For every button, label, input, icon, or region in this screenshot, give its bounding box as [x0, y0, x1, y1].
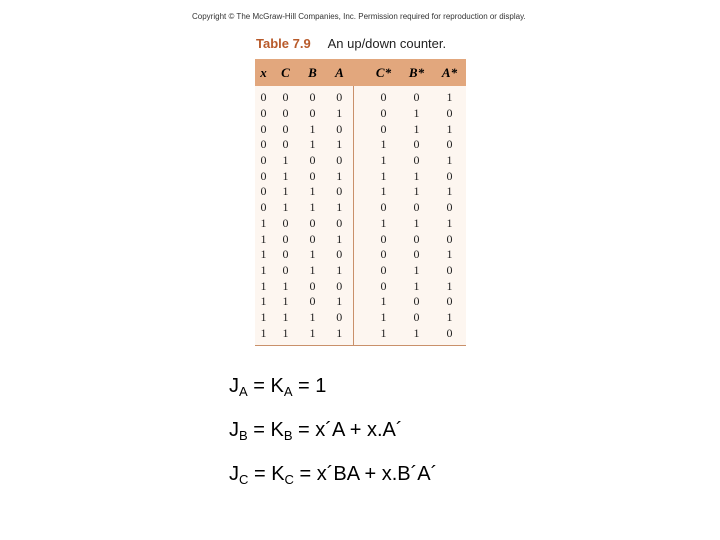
table-cell: 1: [272, 168, 299, 184]
table-cell: 1: [367, 325, 400, 345]
table-row: [255, 325, 466, 345]
equation-k-subscript: B: [283, 428, 293, 443]
table-cell: 1: [400, 216, 433, 232]
table-cell: 0: [272, 86, 299, 106]
equation-j-subscript: A: [239, 384, 248, 399]
table-cell: 1: [299, 137, 326, 153]
table-cell: 0: [299, 216, 326, 232]
table-cell: 1: [272, 184, 299, 200]
column-gap: [353, 200, 367, 216]
table-cell: 1: [326, 294, 353, 310]
table-row: [255, 278, 466, 294]
equation-j-subscript: B: [239, 428, 248, 443]
table-cell: 1: [299, 325, 326, 345]
table-row: [255, 200, 466, 216]
table-row: [255, 86, 466, 106]
table-cell: 1: [299, 247, 326, 263]
table-cell: 0: [272, 121, 299, 137]
table-cell: 1: [299, 310, 326, 326]
table-cell: 0: [326, 216, 353, 232]
table-cell: 1: [326, 137, 353, 153]
header-b-next: B*: [400, 59, 433, 86]
table-cell: 0: [433, 106, 466, 122]
table-cell: 1: [367, 184, 400, 200]
table-cell: 0: [367, 121, 400, 137]
table-cell: 0: [400, 294, 433, 310]
table-cell: 1: [299, 184, 326, 200]
table-cell: 1: [255, 325, 272, 345]
equation-rhs: = x´BA + x.B´A´: [293, 463, 438, 485]
table-cell: 0: [272, 216, 299, 232]
table-cell: 0: [255, 184, 272, 200]
table-row: [255, 263, 466, 279]
table-cell: 1: [367, 216, 400, 232]
table-cell: 0: [255, 200, 272, 216]
table-cell: 1: [367, 137, 400, 153]
table-cell: 1: [400, 278, 433, 294]
header-c: C: [272, 59, 299, 86]
column-gap: [353, 231, 367, 247]
table-cell: 0: [400, 200, 433, 216]
table-row: [255, 121, 466, 137]
header-x: x: [255, 59, 272, 86]
table-cell: 0: [299, 294, 326, 310]
column-gap: [353, 137, 367, 153]
table-row: [255, 137, 466, 153]
table-cell: 0: [255, 106, 272, 122]
table-cell: 1: [433, 310, 466, 326]
table-cell: 0: [367, 86, 400, 106]
table-cell: 1: [433, 184, 466, 200]
equation-k: K: [271, 463, 285, 485]
table-cell: 0: [400, 137, 433, 153]
table-cell: 1: [272, 310, 299, 326]
table-cell: 1: [272, 153, 299, 169]
table-cell: 1: [299, 121, 326, 137]
table-cell: 0: [255, 153, 272, 169]
table-cell: 0: [255, 86, 272, 106]
table-cell: 0: [326, 153, 353, 169]
table-cell: 1: [433, 216, 466, 232]
table-header-row: [255, 59, 466, 86]
table-cell: 0: [367, 263, 400, 279]
table-cell: 1: [400, 106, 433, 122]
table-cell: 0: [326, 278, 353, 294]
table-cell: 1: [272, 200, 299, 216]
table-cell: 0: [367, 200, 400, 216]
table-cell: 1: [433, 153, 466, 169]
header-b: B: [299, 59, 326, 86]
table-cell: 0: [433, 200, 466, 216]
table-cell: 1: [326, 200, 353, 216]
table-cell: 0: [367, 247, 400, 263]
table-cell: 1: [433, 121, 466, 137]
column-gap: [353, 263, 367, 279]
table-row: [255, 153, 466, 169]
table-cell: 0: [433, 263, 466, 279]
table-cell: 1: [255, 310, 272, 326]
table-row: [255, 216, 466, 232]
table-row: [255, 247, 466, 263]
table-cell: 0: [326, 121, 353, 137]
column-gap: [353, 325, 367, 345]
table-row: [255, 168, 466, 184]
column-gap: [353, 153, 367, 169]
table-cell: 1: [367, 310, 400, 326]
table-cell: 0: [255, 137, 272, 153]
table-cell: 1: [326, 106, 353, 122]
table-row: [255, 310, 466, 326]
table-cell: 0: [400, 231, 433, 247]
table-cell: 1: [255, 231, 272, 247]
table-cell: 1: [299, 200, 326, 216]
table-cell: 1: [400, 325, 433, 345]
equation-j: J: [229, 375, 239, 397]
table-cell: 0: [272, 231, 299, 247]
table-cell: 0: [299, 86, 326, 106]
equation-k-subscript: A: [283, 384, 293, 399]
table-cell: 1: [255, 294, 272, 310]
table-number: Table 7.9: [256, 36, 311, 51]
table-cell: 1: [326, 263, 353, 279]
table-cell: 0: [433, 325, 466, 345]
table-cell: 0: [272, 137, 299, 153]
table-cell: 1: [400, 121, 433, 137]
header-gap: [353, 59, 367, 86]
table-cell: 0: [433, 168, 466, 184]
table-cell: 1: [433, 247, 466, 263]
table-cell: 0: [400, 247, 433, 263]
table-cell: 1: [272, 294, 299, 310]
column-gap: [353, 121, 367, 137]
table-body: [255, 86, 466, 346]
table-cell: 1: [367, 294, 400, 310]
table-cell: 1: [255, 247, 272, 263]
table-cell: 0: [272, 263, 299, 279]
table-cell: 0: [272, 247, 299, 263]
table-cell: 1: [400, 184, 433, 200]
table-cell: 0: [400, 86, 433, 106]
equation-k: K: [270, 419, 284, 441]
table-cell: 1: [433, 278, 466, 294]
copyright-notice: Copyright © The McGraw-Hill Companies, Inc. Permission required for reproduction or display.: [192, 12, 526, 21]
equation-equals: =: [247, 375, 271, 397]
table-cell: 0: [326, 86, 353, 106]
table-row: [255, 184, 466, 200]
table-cell: 0: [299, 278, 326, 294]
table-cell: 1: [400, 263, 433, 279]
equation-j-subscript: C: [239, 472, 249, 487]
table-cell: 0: [299, 168, 326, 184]
table-cell: 0: [326, 184, 353, 200]
column-gap: [353, 184, 367, 200]
table-cell: 0: [367, 278, 400, 294]
table-cell: 1: [367, 153, 400, 169]
header-a-next: A*: [433, 59, 466, 86]
table-row: [255, 106, 466, 122]
column-gap: [353, 216, 367, 232]
table-cell: 1: [299, 263, 326, 279]
table-cell: 0: [433, 231, 466, 247]
table-cell: 0: [433, 137, 466, 153]
table-cell: 0: [299, 231, 326, 247]
equation-k-subscript: C: [284, 472, 294, 487]
jk-equations: [229, 372, 437, 504]
table-cell: 0: [326, 310, 353, 326]
equation-k: K: [270, 375, 284, 397]
table-cell: 0: [367, 106, 400, 122]
table-row: [255, 294, 466, 310]
table-row: [255, 231, 466, 247]
header-a: A: [326, 59, 353, 86]
column-gap: [353, 310, 367, 326]
table-cell: 0: [433, 294, 466, 310]
table-cell: 0: [367, 231, 400, 247]
table-cell: 1: [367, 168, 400, 184]
table-cell: 1: [433, 86, 466, 106]
table-caption: [256, 36, 446, 51]
column-gap: [353, 86, 367, 106]
column-gap: [353, 168, 367, 184]
header-c-next: C*: [367, 59, 400, 86]
equation-equals: =: [248, 463, 272, 485]
table-cell: 1: [272, 278, 299, 294]
table-cell: 0: [272, 106, 299, 122]
table-cell: 1: [400, 168, 433, 184]
column-gap: [353, 247, 367, 263]
equation-rhs: = x´A + x.A´: [292, 419, 403, 441]
table-cell: 1: [326, 231, 353, 247]
table-cell: 0: [255, 121, 272, 137]
table-cell: 1: [255, 263, 272, 279]
table-title: An up/down counter.: [327, 36, 447, 51]
table-cell: 0: [255, 168, 272, 184]
equation-a: [229, 372, 437, 416]
table-cell: 1: [326, 325, 353, 345]
table-cell: 1: [255, 216, 272, 232]
table-cell: 0: [326, 247, 353, 263]
table-cell: 1: [272, 325, 299, 345]
equation-rhs: = 1: [292, 375, 327, 397]
table-cell: 0: [400, 153, 433, 169]
column-gap: [353, 294, 367, 310]
table-cell: 0: [400, 310, 433, 326]
equation-c: [229, 460, 437, 504]
column-gap: [353, 278, 367, 294]
equation-b: [229, 416, 437, 460]
equation-j: J: [229, 463, 239, 485]
counter-truth-table: [255, 59, 466, 346]
equation-j: J: [229, 419, 239, 441]
table-cell: 0: [299, 106, 326, 122]
table-cell: 0: [299, 153, 326, 169]
column-gap: [353, 106, 367, 122]
table-cell: 1: [326, 168, 353, 184]
equation-equals: =: [247, 419, 271, 441]
table-cell: 1: [255, 278, 272, 294]
